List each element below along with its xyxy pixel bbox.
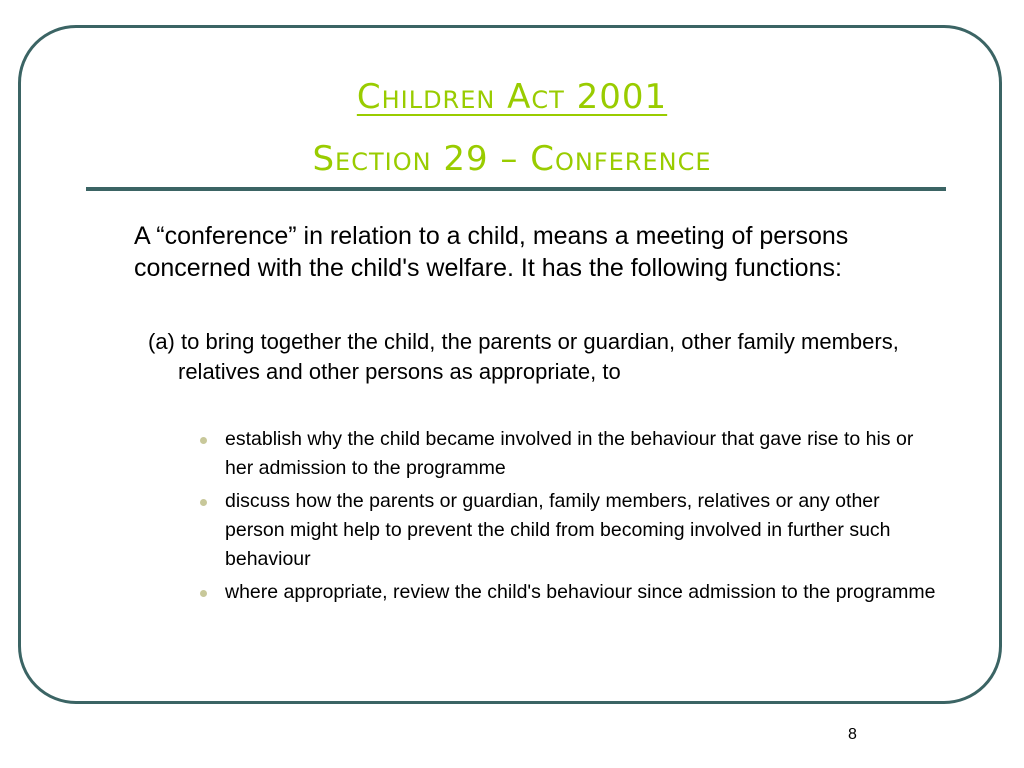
title-line-1-text: Children Act 2001 (356, 77, 668, 117)
bullet-text: establish why the child became involved in the behaviour that gave rise to his or her admission to the programme (225, 428, 914, 479)
bullet-item (200, 425, 940, 483)
bullet-text: where appropriate, review the child's behaviour since admission to the programme (225, 581, 936, 603)
sub-item-a: (a) to bring together the child, the parents or guardian, other family members, relatives and other persons as appropriate, to (148, 329, 899, 384)
bullet-text: discuss how the parents or guardian, family members, relatives or any other person might help to prevent the child from becoming involved in further such behaviour (225, 490, 891, 570)
bullet-dot-icon (200, 437, 207, 444)
bullet-item (200, 578, 940, 607)
bullet-list (200, 425, 940, 611)
slide-title-line-2: Section 29 – Conference (312, 139, 712, 179)
title-divider (86, 187, 946, 191)
bullet-dot-icon (200, 590, 207, 597)
bullet-dot-icon (200, 499, 207, 506)
intro-paragraph: A “conference” in relation to a child, means a meeting of persons concerned with the child's welfare. It has the following functions: (134, 222, 849, 282)
slide-title-line-1 (0, 77, 1024, 117)
bullet-item (200, 487, 940, 574)
page-number: 8 (848, 726, 857, 743)
